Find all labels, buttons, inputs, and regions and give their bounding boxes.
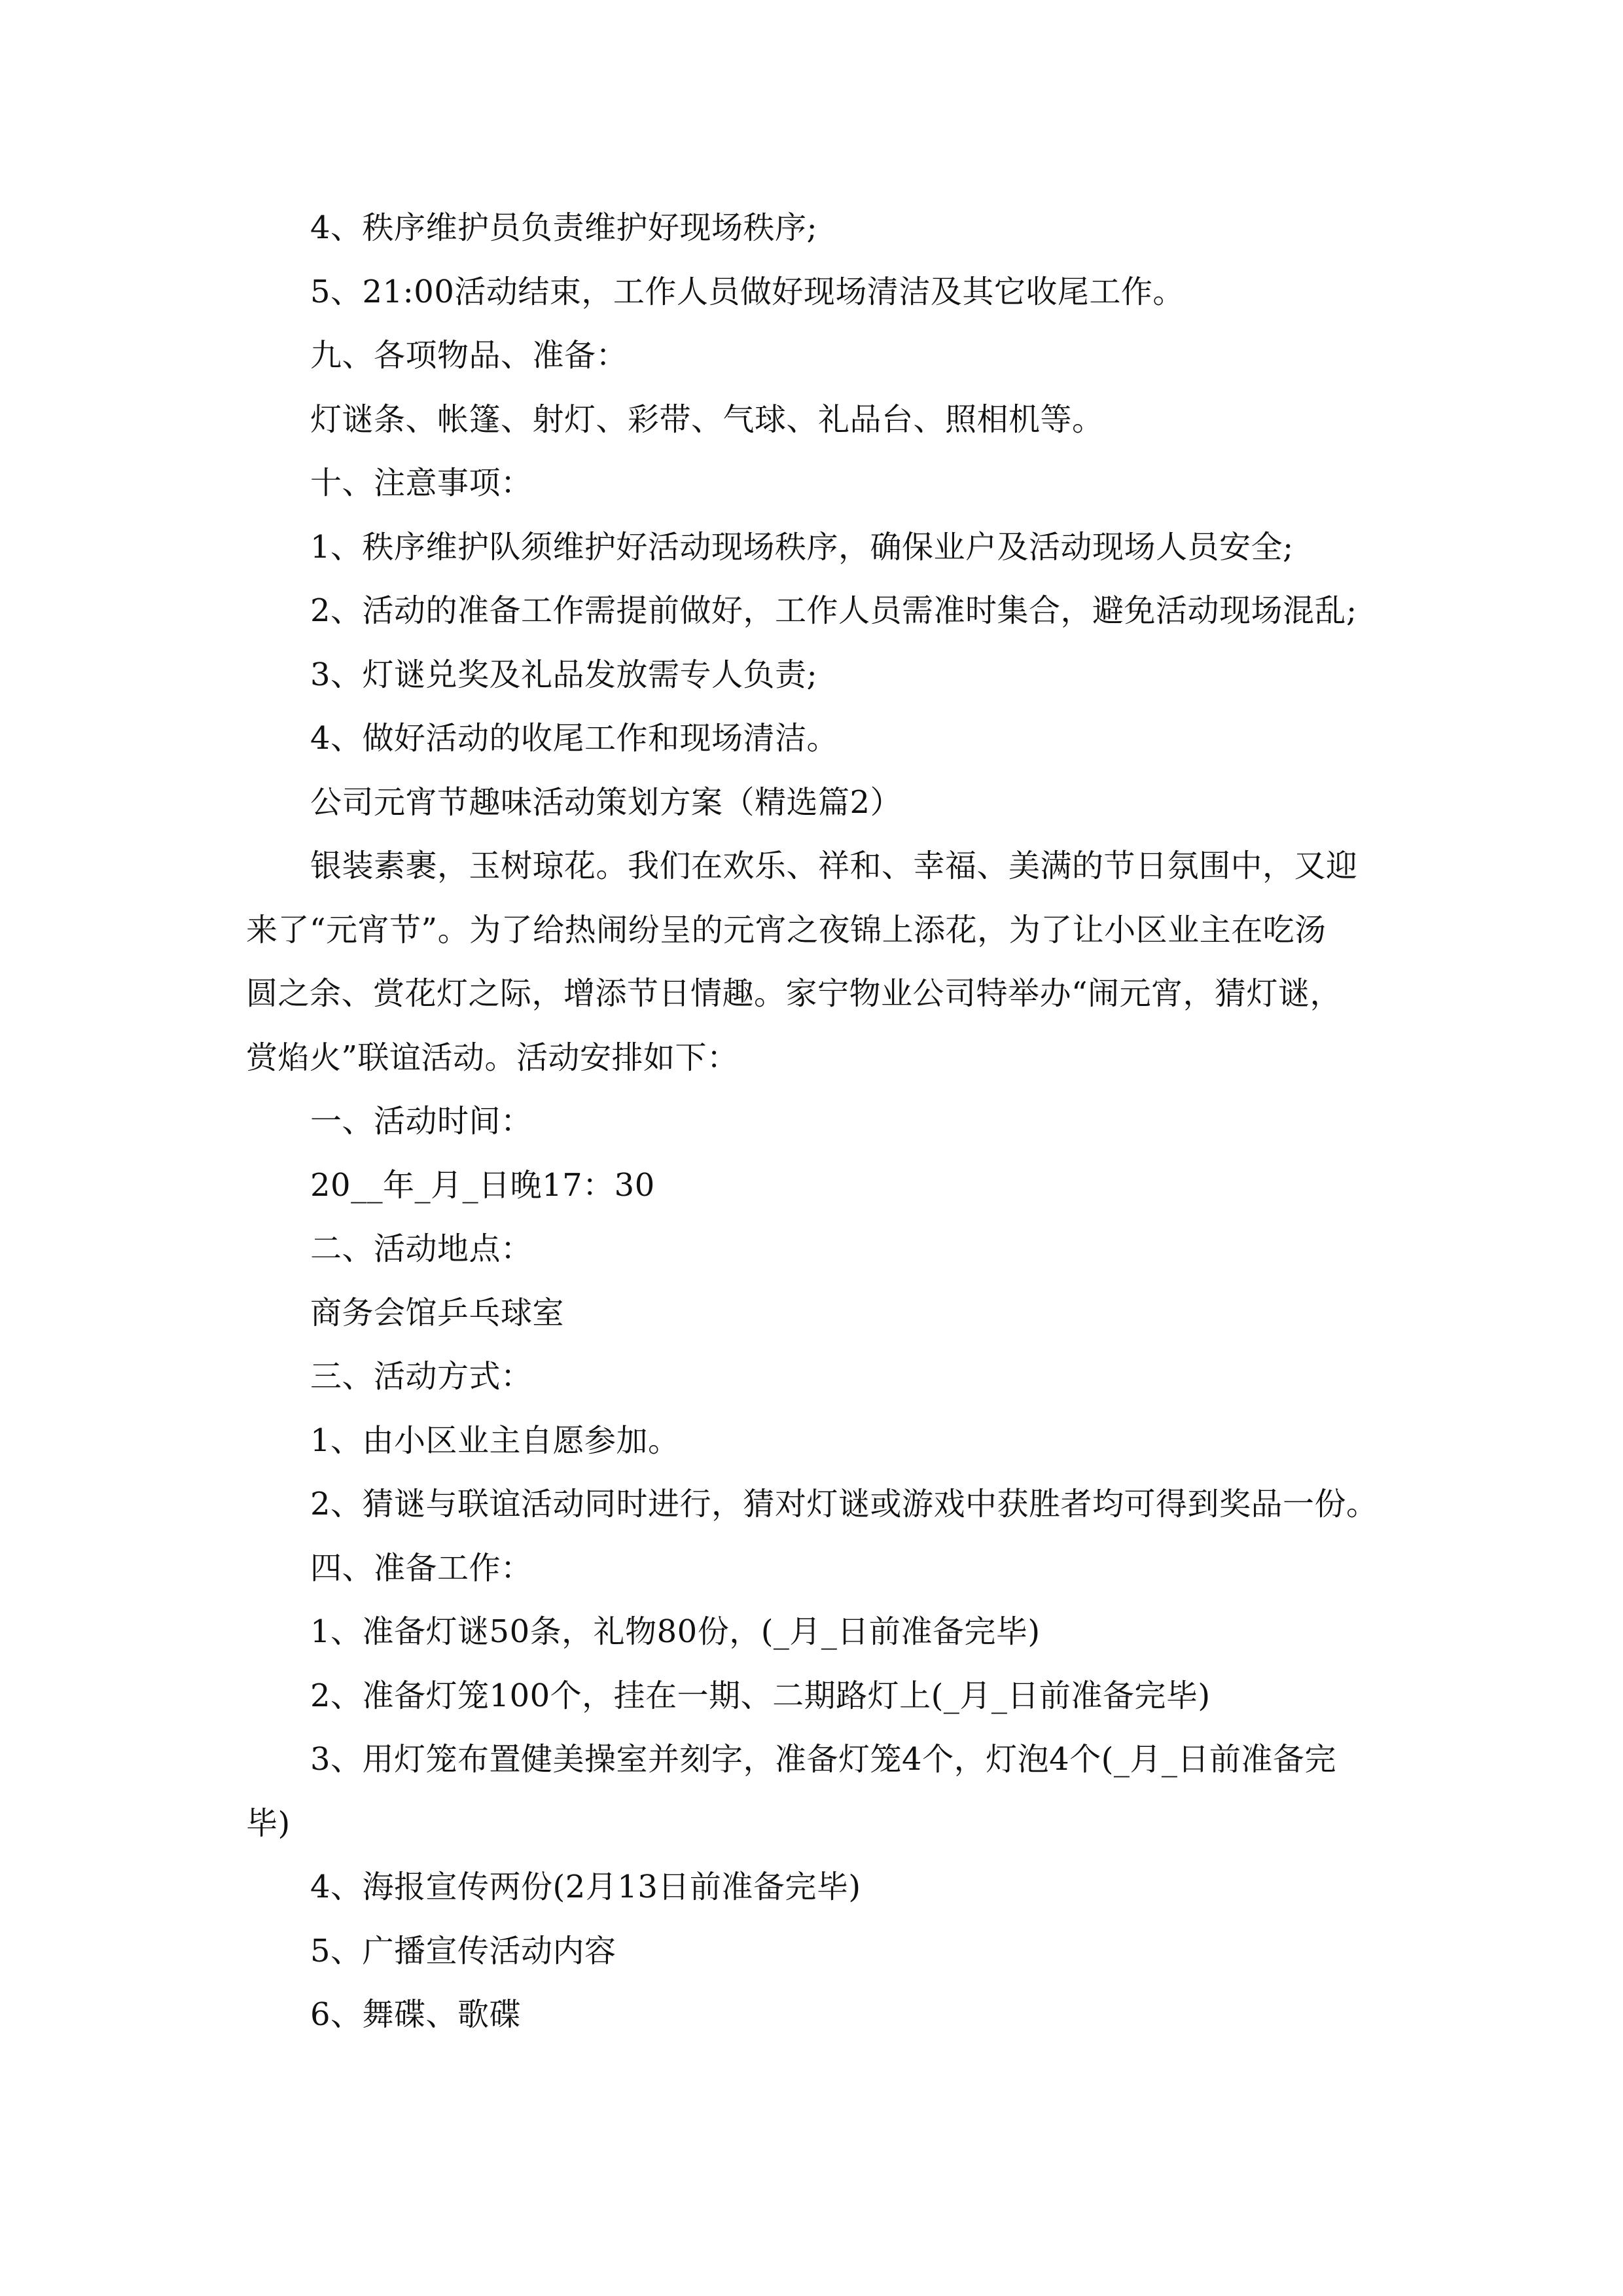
list-item: 2、活动的准备工作需提前做好，工作人员需准时集合，避免活动现场混乱; <box>310 592 1357 629</box>
list-item: 商务会馆乒乓球室 <box>310 1294 565 1331</box>
list-item: 3、灯谜兑奖及礼品发放需专人负责; <box>310 656 818 693</box>
intro-paragraph <box>246 834 1398 1090</box>
list-item: 灯谜条、帐篷、射灯、彩带、气球、礼品台、照相机等。 <box>310 401 1104 438</box>
paragraph-line: 赏焰火”联谊活动。活动安排如下： <box>246 1039 739 1076</box>
section-heading: 一、活动时间： <box>310 1103 533 1139</box>
article-title: 公司元宵节趣味活动策划方案（精选篇2） <box>310 783 902 821</box>
section-heading: 九、各项物品、准备： <box>310 337 628 374</box>
section-heading: 十、注意事项： <box>310 465 533 501</box>
list-item: 2、猜谜与联谊活动同时进行，猜对灯谜或游戏中获胜者均可得到奖品一份。 <box>310 1486 1378 1522</box>
paragraph-line: 银装素裹，玉树琼花。我们在欢乐、祥和、幸福、美满的节日氛围中，又迎 <box>310 848 1358 884</box>
paragraph-line: 3、用灯笼布置健美操室并刻字，准备灯笼4个，灯泡4个(_月_日前准备完 <box>310 1741 1336 1778</box>
list-item: 4、秩序维护员负责维护好现场秩序; <box>310 209 818 246</box>
paragraph-line: 毕) <box>246 1804 291 1842</box>
list-item: 5、21:00活动结束，工作人员做好现场清洁及其它收尾工作。 <box>310 273 1185 310</box>
list-item: 4、海报宣传两份(2月13日前准备完毕) <box>310 1869 861 1905</box>
list-item: 1、准备灯谜50条，礼物80份，(_月_日前准备完毕) <box>310 1613 1041 1650</box>
list-item: 1、由小区业主自愿参加。 <box>310 1422 680 1459</box>
wrapped-list-item <box>246 1728 1398 1856</box>
section-heading: 四、准备工作： <box>310 1549 533 1587</box>
section-heading: 二、活动地点： <box>310 1230 533 1267</box>
list-item: 5、广播宣传活动内容 <box>310 1932 616 1969</box>
document-body <box>246 196 1398 2047</box>
section-heading: 三、活动方式： <box>310 1358 533 1395</box>
paragraph-line: 来了“元宵节”。为了给热闹纷呈的元宵之夜锦上添花，为了让小区业主在吃汤 <box>246 911 1327 948</box>
list-item: 4、做好活动的收尾工作和现场清洁。 <box>310 720 839 757</box>
list-item: 2、准备灯笼100个，挂在一期、二期路灯上(_月_日前准备完毕) <box>310 1677 1211 1714</box>
list-item: 1、秩序维护队须维护好活动现场秩序，确保业户及活动现场人员安全; <box>310 528 1294 565</box>
paragraph-line: 圆之余、赏花灯之际，增添节日情趣。家宁物业公司特举办“闹元宵，猜灯谜， <box>246 975 1342 1012</box>
list-item: 20__年_月_日晚17：30 <box>310 1166 655 1204</box>
list-item: 6、舞碟、歌碟 <box>310 1996 522 2033</box>
